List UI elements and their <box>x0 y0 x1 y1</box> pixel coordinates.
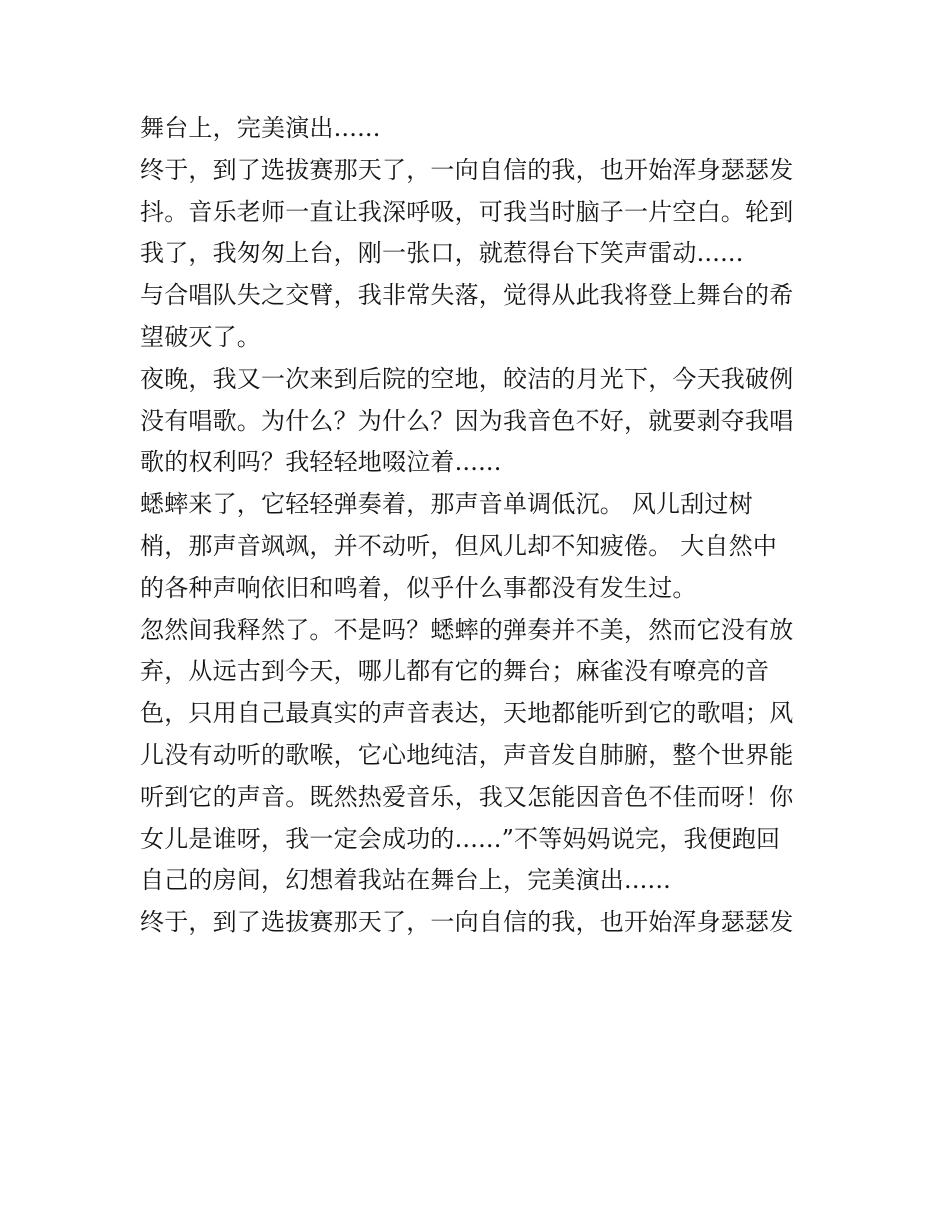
text-line: 的各种声响依旧和鸣着，似乎什么事都没有发生过。 <box>140 573 697 602</box>
paragraph <box>140 359 820 484</box>
text-line: 梢，那声音飒飒，并不动听，但风儿却不知疲倦。 大自然中 <box>140 531 778 560</box>
text-line: 我了，我匆匆上台，刚一张口，就惹得台下笑声雷动...... <box>140 239 744 268</box>
text-line: 与合唱队失之交臂，我非常失落，觉得从此我将登上舞台的希 <box>140 281 794 310</box>
text-line: 儿没有动听的歌喉，它心地纯洁，声音发自肺腑，整个世界能 <box>140 740 794 769</box>
paragraph <box>140 902 820 944</box>
paragraph <box>140 150 820 275</box>
text-line: 抖。音乐老师一直让我深呼吸，可我当时脑子一片空白。轮到 <box>140 197 794 226</box>
text-line: 歌的权利吗？我轻轻地啜泣着...... <box>140 448 502 477</box>
text-line: 望破灭了。 <box>140 322 261 351</box>
paragraph <box>140 275 820 359</box>
text-line: 终于，到了选拔赛那天了，一向自信的我，也开始浑身瑟瑟发 <box>140 155 794 184</box>
text-line: 女儿是谁呀，我一定会成功的......”不等妈妈说完，我便跑回 <box>140 824 781 853</box>
text-line: 忽然间我释然了。不是吗？蟋蟀的弹奏并不美，然而它没有放 <box>140 615 794 644</box>
text-line: 终于，到了选拔赛那天了，一向自信的我，也开始浑身瑟瑟发 <box>140 908 794 937</box>
text-line: 舞台上，完美演出...... <box>140 114 381 142</box>
text-line: 色，只用自己最真实的声音表达，天地都能听到它的歌唱；风 <box>140 699 794 728</box>
text-line: 听到它的声音。既然热爱音乐，我又怎能因音色不佳而呀！你 <box>140 782 794 811</box>
text-line: 弃，从远古到今天，哪儿都有它的舞台；麻雀没有嘹亮的音 <box>140 657 770 686</box>
text-line: 没有唱歌。为什么？为什么？因为我音色不好，就要剥夺我唱 <box>140 406 794 435</box>
text-line: 蟋蟀来了，它轻轻弹奏着，那声音单调低沉。 风儿刮过树 <box>140 490 753 519</box>
text-line: 自己的房间，幻想着我站在舞台上，完美演出...... <box>140 866 671 895</box>
document-body <box>140 108 820 944</box>
paragraph <box>140 484 820 609</box>
paragraph <box>140 610 820 903</box>
paragraph <box>140 108 820 150</box>
text-line: 夜晚，我又一次来到后院的空地，皎洁的月光下，今天我破例 <box>140 364 794 393</box>
